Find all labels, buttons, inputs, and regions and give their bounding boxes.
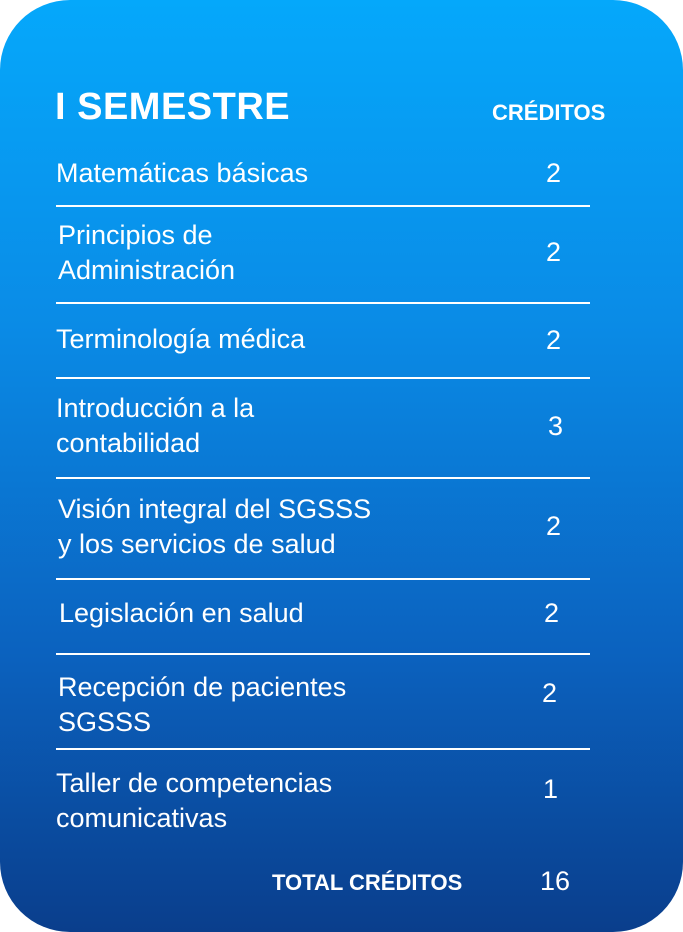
course-name-line: Recepción de pacientes	[58, 672, 347, 702]
course-credits: 2	[546, 237, 562, 267]
course-name-line: Introducción a la	[56, 393, 255, 423]
course-name-line: Terminología médica	[56, 324, 306, 354]
row-divider	[56, 377, 590, 379]
course-name-line: Legislación en salud	[59, 598, 304, 628]
course-name	[58, 218, 235, 288]
course-name-line: contabilidad	[56, 428, 201, 458]
course-name	[56, 391, 254, 461]
course-credits: 2	[542, 678, 558, 708]
total-credits-value: 16	[540, 866, 571, 896]
course-credits: 2	[544, 598, 560, 628]
course-credits: 3	[548, 411, 564, 441]
row-divider	[56, 653, 590, 655]
course-name-line: y los servicios de salud	[58, 529, 336, 559]
course-row	[56, 492, 590, 572]
course-row	[56, 596, 590, 644]
row-divider	[56, 748, 590, 750]
course-name	[58, 492, 371, 562]
course-name	[59, 596, 304, 631]
course-credits: 2	[546, 511, 562, 541]
course-row	[56, 670, 590, 750]
course-row	[56, 391, 590, 471]
course-credits: 2	[546, 158, 562, 188]
course-name-line: Administración	[58, 255, 236, 285]
course-name	[56, 156, 308, 191]
course-name	[58, 670, 346, 740]
total-credits-label: TOTAL CRÉDITOS	[272, 870, 463, 895]
course-name	[56, 322, 305, 357]
course-name-line: Visión integral del SGSSS	[58, 494, 372, 524]
course-name	[56, 766, 332, 836]
course-name-line: Taller de competencias	[56, 768, 333, 798]
semester-title: I SEMESTRE	[55, 86, 291, 128]
row-divider	[56, 578, 590, 580]
course-credits: 2	[546, 325, 562, 355]
credits-column-header: CRÉDITOS	[492, 100, 606, 125]
course-name-line: SGSSS	[58, 707, 152, 737]
row-divider	[56, 477, 590, 479]
course-credits: 1	[543, 774, 559, 804]
course-row	[56, 322, 590, 370]
course-row	[56, 766, 590, 846]
course-name-line: Principios de	[58, 220, 213, 250]
row-divider	[56, 302, 590, 304]
course-name-line: comunicativas	[56, 803, 228, 833]
course-row	[56, 218, 590, 298]
row-divider	[56, 205, 590, 207]
course-row	[56, 156, 590, 204]
course-name-line: Matemáticas básicas	[56, 158, 309, 188]
